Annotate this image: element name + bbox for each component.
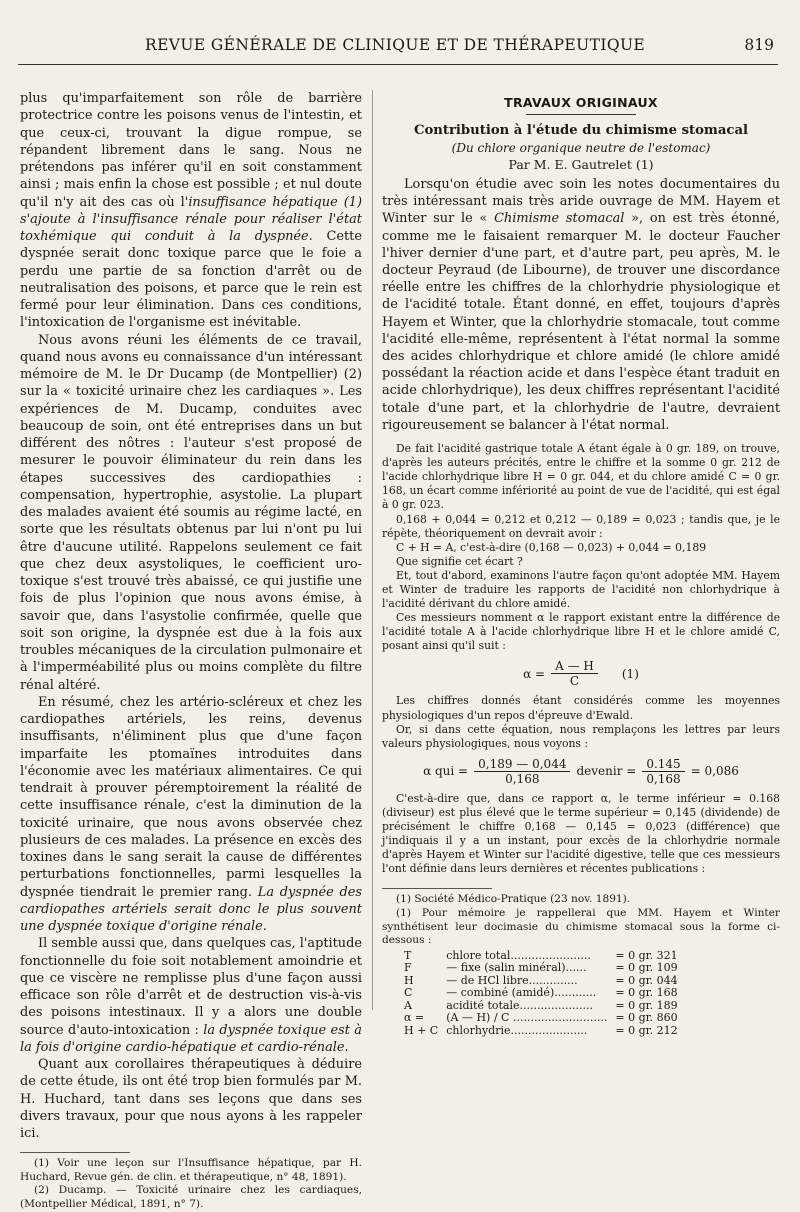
footnote: (1) Voir une leçon sur l'Insuffisance hépatique, par H. Huchard, Revue gén. de clin. et thérapeutique, n° 48, 1891).: [20, 1157, 362, 1183]
paragraph: C + H = A, c'est-à-dire (0,168 — 0,023) + 0,044 = 0,189: [396, 540, 707, 554]
paragraph: C'est-à-dire que, dans ce rapport α, le terme inférieur = 0.168 (diviseur) est plus élevé que le terme supérieur = 0,145 (dividende) de précisément le chiffre 0,168 — 0,145 = 0,023 (différence) que j'indiquais il y a un instant, pour excès de la chlorhydrie normale d'après Hayem et Winter sur l'acidité digestive, telle que ces messieurs l'ont définie dans leurs dernières et récentes publications :: [382, 791, 780, 876]
table-cell: — fixe (salin minéral)......: [446, 961, 587, 975]
paragraph: Il semble aussi que, dans quelques cas, l'aptitude fonctionnelle du foie soit notablement amoindrie et que ce viscère ne remplisse plus d'une façon aussi efficace son rôle d'arrêt et de destruction vis-à-vis des poisons intestinaux. Il y a alors une double source d'auto-intoxication : la dyspnée toxique est à la fois d'origine cardio-hépatique et cardio-rénale.: [20, 936, 362, 1055]
footnote: (2) Ducamp. — Toxicité urinaire chez les cardiaques, (Montpellier Médical, 1891, n° 7).: [20, 1184, 362, 1211]
table-row: [400, 1012, 682, 1025]
table-cell: H: [404, 973, 414, 987]
table-cell: H + C: [404, 1023, 439, 1037]
table-cell: = 0 gr. 321: [615, 948, 678, 962]
page-number: 819: [744, 36, 774, 54]
footnote: (1) Pour mémoire je rappellerai que MM. Hayem et Winter synthétisent leur docimasie du chimisme stomacal sous la forme ci-dessous :: [382, 906, 780, 947]
table-cell: acidité totale.....................: [446, 998, 593, 1012]
footnotes-left: [20, 1157, 362, 1211]
formula-alpha: α = $\frac{A — H}{C}$ (1): [523, 659, 639, 689]
journal-title: REVUE GÉNÉRALE DE CLINIQUE ET DE THÉRAPEUTIQUE: [145, 36, 646, 54]
paragraph: Et, tout d'abord, examinons l'autre façon qu'ont adoptée MM. Hayem et Winter de traduire les rapports de l'acidité non chlorhydrique à l'acidité dérivant du chlore amidé.: [382, 568, 780, 611]
table-cell: α =: [404, 1011, 425, 1025]
table-cell: = 0 gr. 109: [615, 961, 678, 975]
table-cell: — de HCl libre..............: [446, 973, 578, 987]
table-cell: F: [404, 961, 412, 975]
paragraph: Ces messieurs nomment α le rapport existant entre la différence de l'acidité totale A à l'acide chlorhydrique libre H et le chlore amidé C, posant ainsi qu'il suit :: [382, 611, 780, 653]
table-cell: chlorhydrie......................: [446, 1023, 588, 1037]
article-subtitle: (Du chlore organique neutre de l'estomac): [451, 141, 711, 155]
footnote-rule: [20, 1152, 130, 1153]
table-cell: A: [404, 998, 412, 1012]
paragraph: Quant aux corollaires thérapeutiques à déduire de cette étude, ils ont été trop bien formulés par M. H. Huchard, tant dans ses leçons que dans ses divers travaux, pour que nous ayons à les rappeler ici.: [20, 1057, 362, 1141]
table-cell: (A — H) / C ...........................: [446, 1011, 608, 1025]
running-header: [0, 36, 800, 62]
paragraph: Nous avons réuni les éléments de ce travail, quand nous avons eu connaissance d'un intéressant mémoire de M. le Dr Ducamp (de Montpellier) (2) sur la « toxicité urinaire chez les cardiaques ». Les expériences de M. Ducamp, conduites avec beaucoup de soin, ont été entreprises dans un but différent des nôtres : l'auteur s'est proposé de mesurer le pouvoir éliminateur du rein dans les étapes successives des cardiopathies : compensation, hypertrophie, asystolie. La plupart des malades avaient été soumis au régime lacté, en sorte que les résultats obtenus par lui n'ont pu lui être d'aucune utilité. Rappelons seulement ce fait que chez deux asystoliques, le coefficient uro-toxique s'est trouvé très abaissé, ce qui justifie une fois de plus l'opinion que nous avons émise, à savoir que, dans l'asystolie confirmée, quelle que soit son origine, la dyspnée est due à la fois aux troubles mécaniques de la circulation pulmonaire et à l'imperméabilité plus ou moins complète du filtre rénal altéré.: [20, 332, 362, 693]
paragraph: Or, si dans cette équation, nous remplaçons les lettres par leurs valeurs physiologiques, nous voyons :: [382, 722, 780, 750]
table-row: [400, 962, 682, 975]
paragraph: plus qu'imparfaitement son rôle de barrière protectrice contre les poisons venus de l'intestin, et que ceux-ci, trouvant la digue rompue, se répandent librement dans le sang. Nous ne prétendons pas inférer qu'il en soit constamment ainsi ; mais enfin la chose est possible ; et nul doute qu'il n'y ait des cas où l'insuffisance hépatique (1) s'ajoute à l'insuffisance rénale pour réaliser l'état toxhémique qui conduit à la dyspnée. Cette dyspnée serait donc toxique parce que le foie a perdu une partie de sa fonction d'arrêt ou de neutralisation des poisons, et parce que le rein est fermé pour leur élimination. Dans ces conditions, l'intoxication de l'organisme est inévitable.: [20, 91, 363, 331]
table-cell: = 0 gr. 212: [615, 1023, 678, 1037]
table-cell: chlore total.......................: [446, 948, 591, 962]
footnotes-right: [382, 893, 780, 947]
footnote-rule: [382, 888, 492, 889]
paragraph: 0,168 + 0,044 = 0,212 et 0,212 — 0,189 = 0,023 ; tandis que, je le répète, théoriquement on devrait avoir :: [382, 512, 780, 540]
table-cell: = 0 gr. 189: [615, 998, 678, 1012]
table-cell: — combiné (amidé)............: [446, 986, 597, 1000]
table-cell: T: [404, 948, 412, 962]
table-cell: C: [404, 986, 413, 1000]
table-cell: = 0 gr. 860: [615, 1011, 678, 1025]
right-column: [382, 90, 780, 1037]
paragraph: Lorsqu'on étudie avec soin les notes documentaires du très intéressant mais très aride ouvrage de MM. Hayem et Winter sur le « Chimisme stomacal », on est très étonné, comme me le faisaient remarquer M. le docteur Faucher l'hiver dernier d'une part, et d'autre part, peu après, M. le docteur Peyraud (de Libourne), de trouver une discordance réelle entre les chiffres de la chlorhydrie physiologique et de l'acidité totale. Étant donné, en effet, toujours d'après Hayem et Winter, que la chlorhydrie stomacale, tout comme l'acidité elle-même, représentent à l'état normal la somme des acides chlorhydrique et chlore amidé (le chlore amidé possédant la réaction acide et dans l'espèce étant traduit en acide chlorhydrique), les deux chiffres représentant l'acidité totale d'une part, et la chlorhydrie de l'autre, devraient rigoureusement se balancer à l'état normal.: [382, 177, 780, 433]
section-rubric: TRAVAUX ORIGINAUX: [504, 95, 658, 110]
left-column: [20, 90, 362, 1212]
paragraph: Que signifie cet écart ?: [396, 554, 523, 568]
table-cell: = 0 gr. 168: [615, 986, 678, 1000]
column-divider: [372, 90, 373, 1010]
table-cell: = 0 gr. 044: [615, 973, 678, 987]
small-text-block: [382, 442, 780, 876]
article-author: Par M. E. Gautrelet (1): [508, 157, 654, 172]
paragraph: Les chiffres donnés étant considérés comme les moyennes physiologiques d'un repos d'épreuve d'Ewald.: [382, 694, 780, 722]
paragraph: En résumé, chez les artério-scléreux et chez les cardiopathes artériels, les reins, devenus insuffisants, n'éliminent plus que d'une façon imparfaite les ptomaïnes introduites dans l'économie avec les matériaux alimentaires. Ce qui tendrait à prouver péremptoirement la réalité de cette insuffisance rénale, c'est la diminution de la toxicité urinaire, que nous avons observée chez plusieurs de ces malades. La présence en excès des toxines dans le sang serait la cause de différentes perturbations fonctionnelles, parmi lesquelles la dyspnée tiendrait le premier rang. La dyspnée des cardiopathes artériels serait donc le plus souvent une dyspnée toxique d'origine rénale.: [20, 694, 363, 934]
paragraph: De fait l'acidité gastrique totale A étant égale à 0 gr. 189, on trouve, d'après les auteurs précités, entre le chiffre et la somme 0 gr. 212 de l'acide chlorhydrique libre H = 0 gr. 044, et du chlore amidé C = 0 gr. 168, un écart comme infériorité au point de vue de l'acidité, qui est égal à 0 gr. 023.: [382, 442, 780, 512]
formula-values: α qui = $\frac{0,189 — 0,044}{0,168}$ devenir = $\frac{0.145}{0,168}$ = 0,086: [423, 756, 739, 786]
footnote: (1) Société Médico-Pratique (23 nov. 1891).: [396, 893, 631, 906]
article-title: Contribution à l'étude du chimisme stomacal: [413, 123, 748, 138]
table-row: [400, 987, 682, 1000]
values-table: [400, 950, 682, 1038]
rubric-rule: [526, 114, 636, 115]
header-rule: [18, 64, 778, 65]
